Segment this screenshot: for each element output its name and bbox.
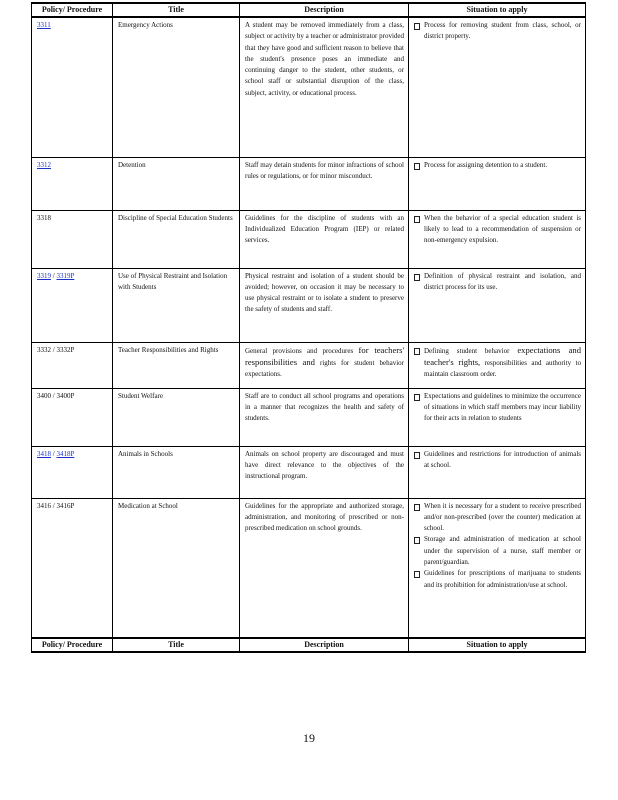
description-cell [240, 342, 409, 388]
policy-cell [32, 268, 113, 342]
title-cell: Detention [113, 157, 240, 210]
description-cell: Staff may detain students for minor infractions of school rules or regulations, or for minor misconduct. [240, 157, 409, 210]
description-cell: Staff are to conduct all school programs and operations in a manner that recognizes the health and safety of students. [240, 388, 409, 446]
table-row [32, 498, 586, 638]
policy-number: 3400 [37, 391, 51, 400]
policy-number: 3416 [37, 501, 51, 510]
situation-cell [409, 498, 586, 638]
title-cell: Student Welfare [113, 388, 240, 446]
title-cell: Medication at School [113, 498, 240, 638]
page-number: 19 [303, 731, 315, 745]
policy-separator: / [51, 501, 57, 510]
policy-number: 3318 [37, 213, 51, 222]
table-row [32, 388, 586, 446]
title-cell: Teacher Responsibilities and Rights [113, 342, 240, 388]
table-row [32, 157, 586, 210]
policy-link[interactable]: 3311 [37, 21, 51, 29]
policy-cell [32, 342, 113, 388]
situation-cell [409, 388, 586, 446]
footer-header-policy: Policy/ Procedure [32, 638, 113, 652]
situation-cell [409, 342, 586, 388]
situation-item: When the behavior of a special education student is likely to lead to a recommendation of suspension or non-emergency expulsion. [414, 213, 581, 247]
situation-item: Guidelines for prescriptions of marijuana to students and its prohibition for administration/use at school. [414, 568, 581, 591]
title-cell: Animals in Schools [113, 446, 240, 498]
policy-number: 3332 [37, 345, 51, 354]
policy-cell [32, 17, 113, 157]
table-row [32, 210, 586, 268]
footer-header-situation: Situation to apply [409, 638, 586, 652]
header-policy: Policy/ Procedure [32, 3, 113, 17]
policy-link[interactable]: 3312 [37, 160, 51, 169]
footer-header-title: Title [113, 638, 240, 652]
policy-cell [32, 498, 113, 638]
policy-cell [32, 157, 113, 210]
situation-text-large: expectations and teacher's rights, [424, 344, 582, 367]
policy-cell [32, 210, 113, 268]
policy-cell [32, 388, 113, 446]
policy-procedure-number: 3416P [56, 501, 75, 510]
situation-cell [409, 17, 586, 157]
policy-link[interactable]: 3319 [37, 271, 51, 280]
policy-separator: / [51, 449, 57, 458]
situation-text: responsibilities and authority to maintain classroom order. [424, 358, 581, 379]
title-cell: Discipline of Special Education Students [113, 210, 240, 268]
situation-cell [409, 446, 586, 498]
policy-separator: / [51, 271, 57, 280]
situation-item: Guidelines and restrictions for introduction of animals at school. [414, 449, 581, 472]
description-cell: Guidelines for the appropriate and authorized storage, administration, and monitoring of prescribed or non-prescribed medication on school grounds. [240, 498, 409, 638]
policy-procedure-number: 3332P [56, 345, 75, 354]
title-cell: Use of Physical Restraint and Isolation with Students [113, 268, 240, 342]
description-cell: Physical restraint and isolation of a student should be avoided; however, on occasion it may be necessary to use physical restraint or to isolate a student to preserve the safety of students and staff. [240, 268, 409, 342]
situation-cell [409, 268, 586, 342]
policy-separator: / [51, 391, 57, 400]
situation-item: Storage and administration of medication at school under the supervision of a nurse, staff member or parent/guardian. [414, 534, 581, 568]
policy-procedure-number: 3400P [56, 391, 75, 400]
situation-text: Defining student behavior [424, 346, 510, 355]
situation-item: Expectations and guidelines to minimize the occurrence of situations in which staff members may incur liability for their acts in relation to students [414, 391, 581, 425]
policy-procedure-link[interactable]: 3319P [56, 271, 75, 280]
policy-procedure-link[interactable]: 3418P [56, 449, 75, 458]
footer-header-description: Description [240, 638, 409, 652]
table-row [32, 342, 586, 388]
header-description: Description [240, 3, 409, 17]
situation-cell [409, 157, 586, 210]
policy-separator: / [51, 345, 57, 354]
description-cell: A student may be removed immediately from a class, subject or activity by a teacher or administrator provided that they have good and sufficient reason to believe that the student's presence poses an immediate and continuing danger to the student, other students, or school staff or substantial disruption of the class, subject, activity, or educational process. [240, 17, 409, 157]
table-row [32, 17, 586, 157]
policy-cell [32, 446, 113, 498]
description-cell: Animals on school property are discouraged and must have direct relevance to the objectives of the instructional program. [240, 446, 409, 498]
header-situation: Situation to apply [409, 3, 586, 17]
table-row [32, 446, 586, 498]
situation-item [414, 345, 581, 381]
table-row [32, 268, 586, 342]
situation-item: Process for removing student from class, school, or district property. [414, 20, 581, 43]
description-text-large: for teachers' responsibilities and [245, 344, 405, 367]
description-text: General provisions and procedures [245, 346, 354, 355]
table-header-row [32, 3, 586, 17]
policy-table [31, 2, 586, 653]
situation-item: Process for assigning detention to a student. [414, 160, 581, 171]
description-cell: Guidelines for the discipline of students with an Individualized Education Program (IEP) or related services. [240, 210, 409, 268]
situation-item: Definition of physical restraint and isolation, and district process for its use. [414, 271, 581, 294]
header-title: Title [113, 3, 240, 17]
table-footer-header-row [32, 638, 586, 652]
situation-item: When it is necessary for a student to receive prescribed and/or non-prescribed (over the counter) medication at school. [414, 501, 581, 535]
situation-cell [409, 210, 586, 268]
title-cell: Emergency Actions [113, 17, 240, 157]
policy-link[interactable]: 3418 [37, 449, 51, 458]
description-text: rights for student behavior expectations. [245, 358, 405, 379]
